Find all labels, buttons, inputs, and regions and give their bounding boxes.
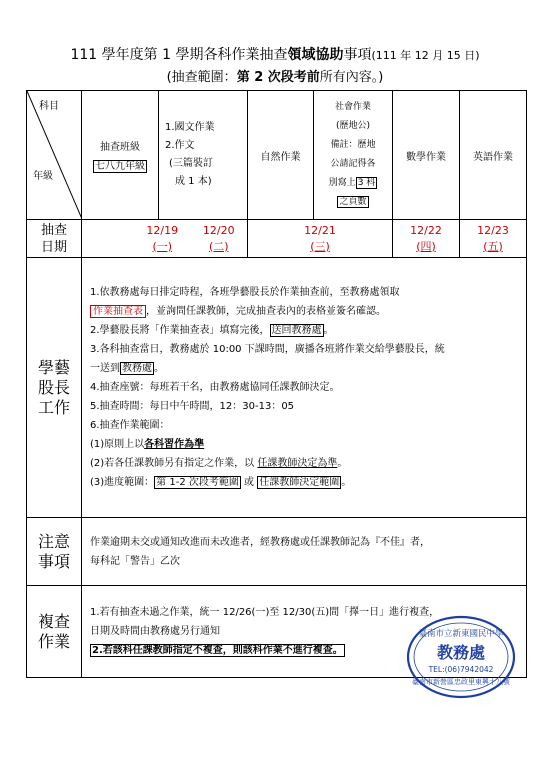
leader-item6-2-u: 任課教師決定為準 bbox=[257, 458, 338, 469]
leader-item5: 5.抽查時間：每日中午時間，12：30-13：05 bbox=[90, 401, 295, 412]
leader-item6-3-post: 。 bbox=[341, 477, 352, 488]
english-cell: 英語作業 bbox=[460, 91, 527, 220]
date-text: 12/22 bbox=[410, 223, 442, 237]
range-box-1: 第 1-2 次段考範圍 bbox=[156, 477, 239, 488]
leader-content bbox=[82, 258, 527, 518]
social-line1: 社會作業 bbox=[334, 102, 371, 112]
date-item bbox=[82, 223, 247, 255]
social-line4: 公請記得各 bbox=[330, 159, 376, 169]
leader-item4: 4.抽查座號：每班若干名，由教務處協同任課教師決定。 bbox=[90, 382, 340, 393]
leader-item2-pre: 2.學藝股長將「作業抽查表」填寫完後， bbox=[90, 325, 270, 336]
leader-label-line3: 工作 bbox=[37, 397, 70, 417]
weekday-text: (三) bbox=[310, 239, 330, 253]
notice-content bbox=[82, 518, 527, 586]
dates-row bbox=[27, 220, 527, 258]
leader-label-cell bbox=[27, 258, 82, 518]
social-line5a: 別寫上 bbox=[328, 178, 356, 188]
date-text: 12/19 bbox=[146, 223, 179, 237]
recheck-label-cell bbox=[27, 586, 82, 678]
leader-item6-3-mid: 或 bbox=[240, 477, 258, 488]
grade-label: 年級 bbox=[33, 171, 53, 182]
date-text: 12/21 bbox=[304, 223, 336, 237]
weekday-text: (一) bbox=[152, 239, 173, 253]
notice-label-line1: 注意 bbox=[37, 531, 70, 551]
seal-address-text: 臺南市新營區忠政里東興十八號 bbox=[412, 678, 510, 686]
social-line6-wrap bbox=[314, 193, 392, 212]
social-line2: (歷地公) bbox=[335, 121, 371, 131]
leader-item6-2 bbox=[90, 454, 518, 473]
dates-label-cell bbox=[27, 220, 82, 258]
notice-label-cell bbox=[27, 518, 82, 586]
leader-item1b bbox=[90, 302, 518, 321]
leader-item6: 6.抽查作業範圍： bbox=[90, 420, 170, 431]
leader-item6-2-post: 。 bbox=[337, 458, 348, 469]
chinese-line2: 2.作文 bbox=[165, 140, 195, 151]
leader-item6-1-pre: (1)原則上以 bbox=[90, 439, 145, 450]
social-line3: 備註：歷地 bbox=[330, 140, 376, 150]
date-mon bbox=[146, 223, 178, 255]
weekday-text: (五) bbox=[483, 239, 503, 253]
date-thu-cell bbox=[393, 220, 460, 258]
leader-item3a: 3.各科抽查當日，教務處於 10:00 下課時間，廣播各班將作業交給學藝股長，統 bbox=[90, 344, 445, 355]
leader-item3b-post: 。 bbox=[154, 363, 164, 374]
class-title: 抽查班級 bbox=[100, 141, 140, 153]
date-wed-cell bbox=[248, 220, 393, 258]
leader-item6-1-u: 各科習作為準 bbox=[144, 439, 205, 450]
notice-label-line2: 事項 bbox=[37, 551, 70, 571]
header-row bbox=[27, 91, 527, 220]
office-box: 教務處 bbox=[122, 363, 152, 374]
title-suffix: 事項 bbox=[343, 47, 372, 63]
subtitle-bold: 第 2 次段考前 bbox=[236, 70, 320, 85]
subject-label: 科目 bbox=[39, 101, 59, 112]
recheck-label-line2: 作業 bbox=[37, 631, 70, 651]
chinese-line4: 成 1 本) bbox=[175, 176, 212, 187]
range-box-2: 任課教師決定範圍 bbox=[259, 477, 340, 488]
social-line5 bbox=[314, 174, 392, 193]
leader-item6-3 bbox=[90, 473, 518, 492]
social-line5b: 3 科 bbox=[357, 178, 376, 188]
schedule-table-wrap bbox=[26, 90, 526, 678]
date-text: 12/20 bbox=[202, 223, 235, 237]
corner-cell bbox=[27, 91, 82, 220]
title-text: 111 學年度第 1 學期各科作業抽查 bbox=[70, 47, 288, 63]
seal-office-text: 教務處 bbox=[436, 643, 486, 662]
chinese-cell bbox=[159, 91, 248, 220]
chinese-line3: (三篇裝訂 bbox=[169, 158, 213, 169]
leader-item1a: 1.依教務處每日排定時程，各班學藝股長於作業抽查前，至教務處領取 bbox=[90, 287, 400, 298]
weekday-text: (四) bbox=[416, 239, 436, 253]
leader-item1b-rest: ，並詢問任課教師，完成抽查表內的表格並簽名確認。 bbox=[146, 306, 386, 317]
return-office-box: 送回教務處 bbox=[271, 325, 322, 336]
office-seal bbox=[405, 614, 517, 700]
seal-phone-text: TEL:(06)7942042 bbox=[428, 665, 494, 674]
leader-item6-2-pre: (2)若各任課教師另有指定之作業，以 bbox=[90, 458, 258, 469]
weekday-text: (二) bbox=[208, 239, 229, 253]
dates-cells bbox=[82, 220, 248, 258]
leader-item3b-pre: 一送到 bbox=[90, 363, 120, 374]
page-title bbox=[0, 44, 550, 64]
leader-item6-3-pre: (3)進度範圍： bbox=[90, 477, 155, 488]
class-value: 七八九年級 bbox=[95, 160, 145, 172]
schedule-table bbox=[26, 90, 527, 678]
leader-item6-1 bbox=[90, 435, 518, 454]
leader-label-line2: 股長 bbox=[37, 377, 70, 397]
social-cell bbox=[314, 91, 393, 220]
chinese-line1: 1.國文作業 bbox=[165, 122, 215, 133]
form-name-box: 作業抽查表 bbox=[90, 305, 146, 318]
subtitle-suffix: 所有內容。) bbox=[319, 70, 384, 85]
date-text: 12/23 bbox=[477, 223, 509, 237]
title-bold: 領域協助 bbox=[287, 47, 344, 63]
math-cell: 數學作業 bbox=[393, 91, 460, 220]
recheck-line1: 1.若有抽查未過之作業，統一 12/26(一)至 12/30(五)間「擇一日」進行複查， bbox=[90, 607, 440, 618]
leader-item2 bbox=[90, 321, 518, 340]
nature-cell: 自然作業 bbox=[248, 91, 314, 220]
recheck-line2: 日期及時間由教務處另行通知 bbox=[90, 626, 220, 637]
leader-item2-post: 。 bbox=[323, 325, 334, 336]
notice-line2: 每科記「警告」乙次 bbox=[90, 555, 180, 567]
leader-label-line1: 學藝 bbox=[37, 357, 70, 377]
notice-row bbox=[27, 518, 527, 586]
recheck-line3: 2.若該科任課教師指定不複查，則該科作業不進行複查。 bbox=[92, 645, 343, 656]
leader-row bbox=[27, 258, 527, 518]
title-date: (111 年 12 月 15 日) bbox=[371, 49, 480, 62]
class-value-box bbox=[82, 157, 158, 172]
recheck-label-line1: 複查 bbox=[37, 611, 70, 631]
seal-school-text: 臺南市立新東國民中學 bbox=[418, 629, 504, 639]
dates-label-line1: 抽查 bbox=[40, 222, 67, 238]
social-line6: 之頁數 bbox=[339, 197, 367, 207]
subtitle-prefix: (抽查範圍： bbox=[166, 70, 237, 85]
date-fri-cell bbox=[460, 220, 527, 258]
class-cell bbox=[82, 91, 159, 220]
leader-item3b bbox=[90, 359, 518, 378]
dates-label-line2: 日期 bbox=[40, 239, 67, 255]
notice-line1: 作業逾期未交或通知改進而未改進者，經教務處或任課教師記為『不佳』者， bbox=[90, 536, 430, 548]
date-tue bbox=[203, 223, 235, 255]
subtitle bbox=[0, 66, 550, 85]
